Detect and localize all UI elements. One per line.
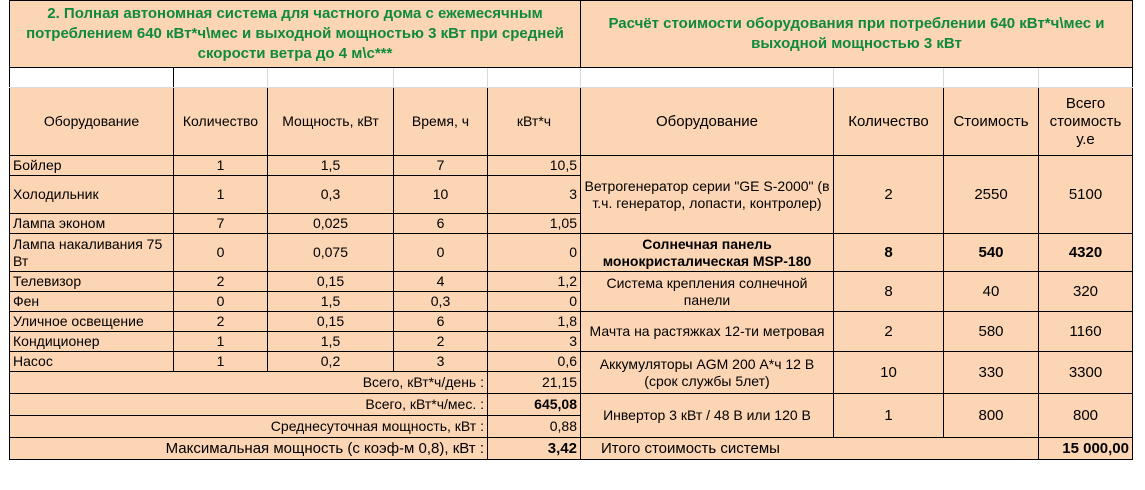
equipment-quantity[interactable]: 1 xyxy=(174,156,268,176)
cost-item-price[interactable]: 580 xyxy=(944,312,1039,352)
equipment-time[interactable]: 2 xyxy=(394,332,488,352)
cost-item-name[interactable]: Система крепления солнечной панели xyxy=(581,272,834,312)
equipment-kwh[interactable]: 1,05 xyxy=(488,214,581,234)
equipment-quantity[interactable]: 1 xyxy=(174,332,268,352)
equipment-kwh[interactable]: 1,2 xyxy=(488,272,581,292)
empty-cell[interactable] xyxy=(834,68,944,88)
equipment-power[interactable]: 0,3 xyxy=(268,176,394,214)
cost-item-quantity[interactable]: 10 xyxy=(834,352,944,394)
equipment-time[interactable]: 0 xyxy=(394,234,488,272)
header-price[interactable]: Стоимость xyxy=(944,88,1039,156)
equipment-name[interactable]: Телевизор xyxy=(10,272,174,292)
avg-power-value[interactable]: 0,88 xyxy=(488,416,581,438)
equipment-power[interactable]: 0,025 xyxy=(268,214,394,234)
header-power[interactable]: Мощность, кВт xyxy=(268,88,394,156)
cost-item-name[interactable]: Мачта на растяжках 12-ти метровая xyxy=(581,312,834,352)
equipment-power[interactable]: 1,5 xyxy=(268,332,394,352)
cost-item-price[interactable]: 2550 xyxy=(944,156,1039,234)
equipment-name[interactable]: Бойлер xyxy=(10,156,174,176)
cost-item-quantity[interactable]: 8 xyxy=(834,234,944,272)
cost-item-quantity[interactable]: 1 xyxy=(834,394,944,438)
avg-power-label[interactable]: Среднесуточная мощность, кВт : xyxy=(10,416,488,438)
cost-item-name[interactable]: Инвертор 3 кВт / 48 В или 120 В xyxy=(581,394,834,438)
equipment-time[interactable]: 0,3 xyxy=(394,292,488,312)
equipment-quantity[interactable]: 0 xyxy=(174,234,268,272)
header-quantity[interactable]: Количество xyxy=(174,88,268,156)
equipment-quantity[interactable]: 1 xyxy=(174,176,268,214)
equipment-quantity[interactable]: 7 xyxy=(174,214,268,234)
max-power-value[interactable]: 3,42 xyxy=(488,438,581,460)
cost-item-total[interactable]: 3300 xyxy=(1039,352,1133,394)
equipment-name[interactable]: Насос xyxy=(10,352,174,372)
equipment-quantity[interactable]: 1 xyxy=(174,352,268,372)
total-month-value[interactable]: 645,08 xyxy=(488,394,581,416)
equipment-time[interactable]: 10 xyxy=(394,176,488,214)
cost-item-price[interactable]: 540 xyxy=(944,234,1039,272)
cost-item-total[interactable]: 1160 xyxy=(1039,312,1133,352)
equipment-power[interactable]: 0,15 xyxy=(268,312,394,332)
right-title: Расчёт стоимости оборудования при потреблении 640 кВт*ч\мес и выходной мощностью 3 кВт xyxy=(581,1,1133,68)
cost-table xyxy=(9,0,1133,460)
header-cost-quantity[interactable]: Количество xyxy=(834,88,944,156)
cost-item-price[interactable]: 800 xyxy=(944,394,1039,438)
equipment-name[interactable]: Лампа эконом xyxy=(10,214,174,234)
cost-item-quantity[interactable]: 2 xyxy=(834,312,944,352)
cost-item-price[interactable]: 330 xyxy=(944,352,1039,394)
header-equipment[interactable]: Оборудование xyxy=(10,88,174,156)
empty-cell[interactable] xyxy=(268,68,394,88)
equipment-kwh[interactable]: 3 xyxy=(488,176,581,214)
equipment-time[interactable]: 6 xyxy=(394,214,488,234)
system-total-label[interactable]: Итого стоимость системы xyxy=(581,438,1039,460)
cost-item-price[interactable]: 40 xyxy=(944,272,1039,312)
empty-cell[interactable] xyxy=(10,68,174,88)
cost-item-total[interactable]: 5100 xyxy=(1039,156,1133,234)
equipment-time[interactable]: 6 xyxy=(394,312,488,332)
equipment-quantity[interactable]: 2 xyxy=(174,272,268,292)
equipment-name[interactable]: Фен xyxy=(10,292,174,312)
system-total-value[interactable]: 15 000,00 xyxy=(1039,438,1133,460)
equipment-name[interactable]: Кондиционер xyxy=(10,332,174,352)
left-title: 2. Полная автономная система для частного дома с ежемесячным потреблением 640 кВт*ч\мес и выходной мощностью 3 кВт при средней скорости ветра до 4 м\с*** xyxy=(10,1,581,68)
empty-cell[interactable] xyxy=(174,68,268,88)
cost-item-quantity[interactable]: 2 xyxy=(834,156,944,234)
equipment-kwh[interactable]: 0 xyxy=(488,234,581,272)
cost-item-total[interactable]: 800 xyxy=(1039,394,1133,438)
equipment-time[interactable]: 3 xyxy=(394,352,488,372)
cost-item-total[interactable]: 320 xyxy=(1039,272,1133,312)
equipment-quantity[interactable]: 2 xyxy=(174,312,268,332)
cost-item-quantity[interactable]: 8 xyxy=(834,272,944,312)
equipment-power[interactable]: 1,5 xyxy=(268,292,394,312)
empty-cell[interactable] xyxy=(581,68,834,88)
empty-cell[interactable] xyxy=(394,68,488,88)
total-day-label[interactable]: Всего, кВт*ч/день : xyxy=(10,372,488,394)
equipment-power[interactable]: 0,075 xyxy=(268,234,394,272)
equipment-time[interactable]: 7 xyxy=(394,156,488,176)
equipment-kwh[interactable]: 0 xyxy=(488,292,581,312)
equipment-name[interactable]: Лампа накаливания 75 Вт xyxy=(10,234,174,272)
empty-cell[interactable] xyxy=(1039,68,1133,88)
header-total-cost[interactable]: Всего стоимость у.е xyxy=(1039,88,1133,156)
cost-item-total[interactable]: 4320 xyxy=(1039,234,1133,272)
cost-item-name[interactable]: Ветрогенератор серии "GE S-2000" (в т.ч. генератор, лопасти, контролер) xyxy=(581,156,834,234)
empty-cell[interactable] xyxy=(488,68,581,88)
equipment-power[interactable]: 1,5 xyxy=(268,156,394,176)
equipment-kwh[interactable]: 10,5 xyxy=(488,156,581,176)
equipment-time[interactable]: 4 xyxy=(394,272,488,292)
header-equipment-cost[interactable]: Оборудование xyxy=(581,88,834,156)
equipment-kwh[interactable]: 3 xyxy=(488,332,581,352)
equipment-kwh[interactable]: 1,8 xyxy=(488,312,581,332)
header-kwh[interactable]: кВт*ч xyxy=(488,88,581,156)
cost-item-name[interactable]: Солнечная панель монокристалическая MSP-180 xyxy=(581,234,834,272)
cost-item-name[interactable]: Аккумуляторы AGM 200 А*ч 12 В (срок службы 5лет) xyxy=(581,352,834,394)
equipment-quantity[interactable]: 0 xyxy=(174,292,268,312)
equipment-name[interactable]: Холодильник xyxy=(10,176,174,214)
equipment-name[interactable]: Уличное освещение xyxy=(10,312,174,332)
empty-cell[interactable] xyxy=(944,68,1039,88)
total-day-value[interactable]: 21,15 xyxy=(488,372,581,394)
equipment-kwh[interactable]: 0,6 xyxy=(488,352,581,372)
equipment-power[interactable]: 0,15 xyxy=(268,272,394,292)
max-power-label[interactable]: Максимальная мощность (с коэф-м 0,8), кВт : xyxy=(10,438,488,460)
total-month-label[interactable]: Всего, кВт*ч/мес. : xyxy=(10,394,488,416)
header-time[interactable]: Время, ч xyxy=(394,88,488,156)
equipment-power[interactable]: 0,2 xyxy=(268,352,394,372)
